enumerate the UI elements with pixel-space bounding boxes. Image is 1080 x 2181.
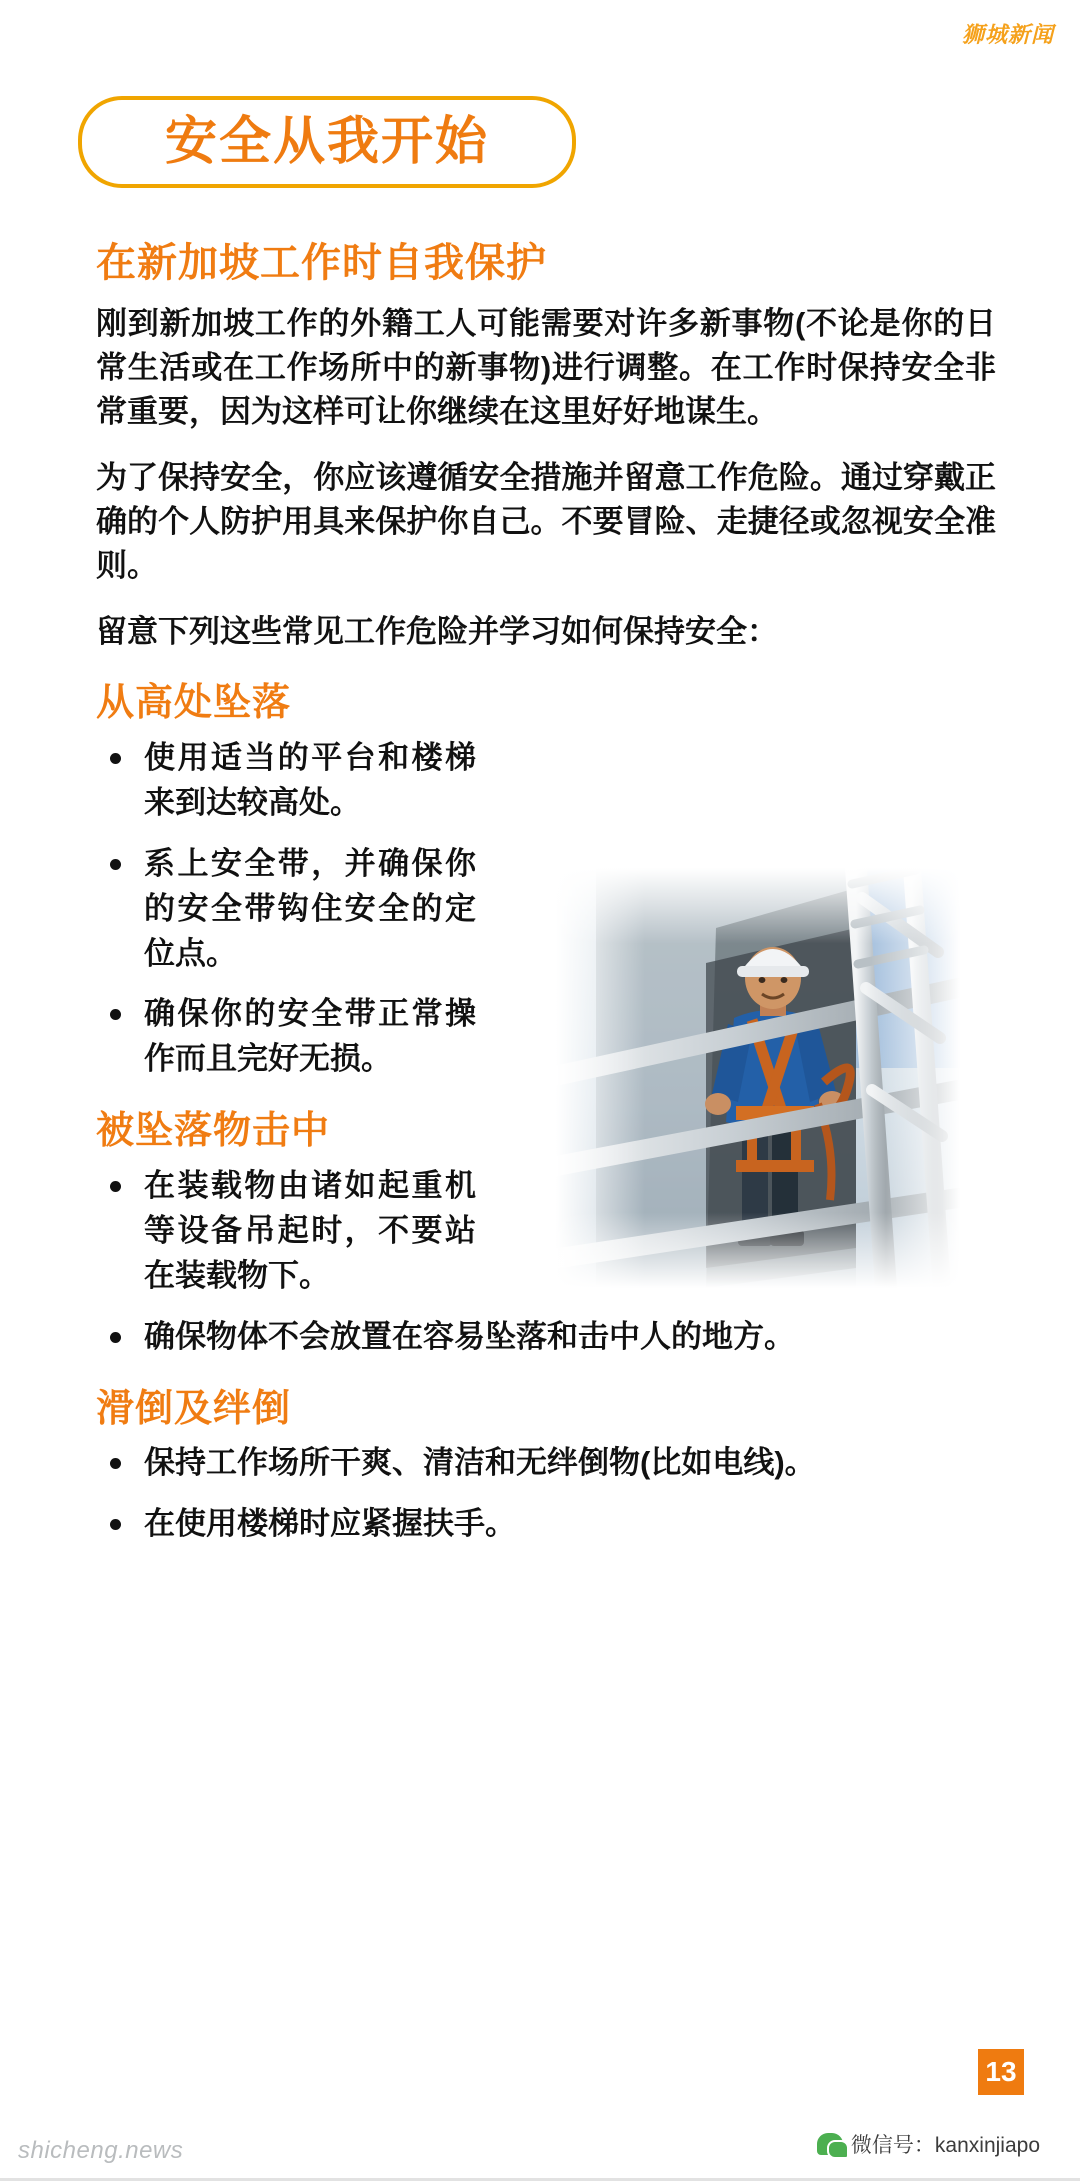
page-title-pill [78,96,576,188]
bottom-left-watermark: shicheng.news [18,2137,184,2164]
wechat-footer [817,2129,1040,2159]
list-item: 在使用楼梯时应紧握扶手。 [96,1502,976,1547]
hazard-list-falling-objects-narrow [96,1164,476,1299]
hazard-list-falls-from-height [96,736,476,1083]
hazard-list-falling-objects-wide [96,1315,976,1360]
safety-harness-photo [556,868,960,1288]
section-paragraph-3: 留意下列这些常见工作危险并学习如何保持安全： [96,614,778,650]
hazard-heading-falling-objects: 被坠落物击中 [96,1110,331,1153]
list-item: 使用适当的平台和楼梯来到达较高处。 [96,736,476,826]
wechat-id-label: 微信号：kanxinjiapo [850,2134,1040,2157]
page-number-badge: 13 [978,2049,1024,2095]
section-paragraph-1: 刚到新加坡工作的外籍工人可能需要对许多新事物(不论是你的日常生活或在工作场所中的新事物)进行调整。在工作时保持安全非常重要，因为这样可让你继续在这里好好地谋生。 [96,306,996,430]
wechat-icon [817,2133,843,2155]
section-paragraph-2: 为了保持安全，你应该遵循安全措施并留意工作危险。通过穿戴正确的个人防护用具来保护你自己。不要冒险、走捷径或忽视安全准则。 [96,460,996,584]
list-item: 确保物体不会放置在容易坠落和击中人的地方。 [96,1315,976,1360]
hazard-list-slips-trips [96,1441,976,1547]
list-item: 确保你的安全带正常操作而且完好无损。 [96,992,476,1082]
page-title: 安全从我开始 [164,113,489,171]
list-item: 系上安全带，并确保你的安全带钩住安全的定位点。 [96,842,476,977]
list-item: 保持工作场所干爽、清洁和无绊倒物(比如电线)。 [96,1441,976,1486]
top-right-watermark: 狮城新闻 [961,22,1054,47]
hazard-heading-slips-trips: 滑倒及绊倒 [96,1387,292,1430]
list-item: 在装载物由诸如起重机等设备吊起时，不要站在装载物下。 [96,1164,476,1299]
section-heading: 在新加坡工作时自我保护 [96,241,547,285]
hazard-heading-falls-from-height: 从高处坠落 [96,682,292,725]
